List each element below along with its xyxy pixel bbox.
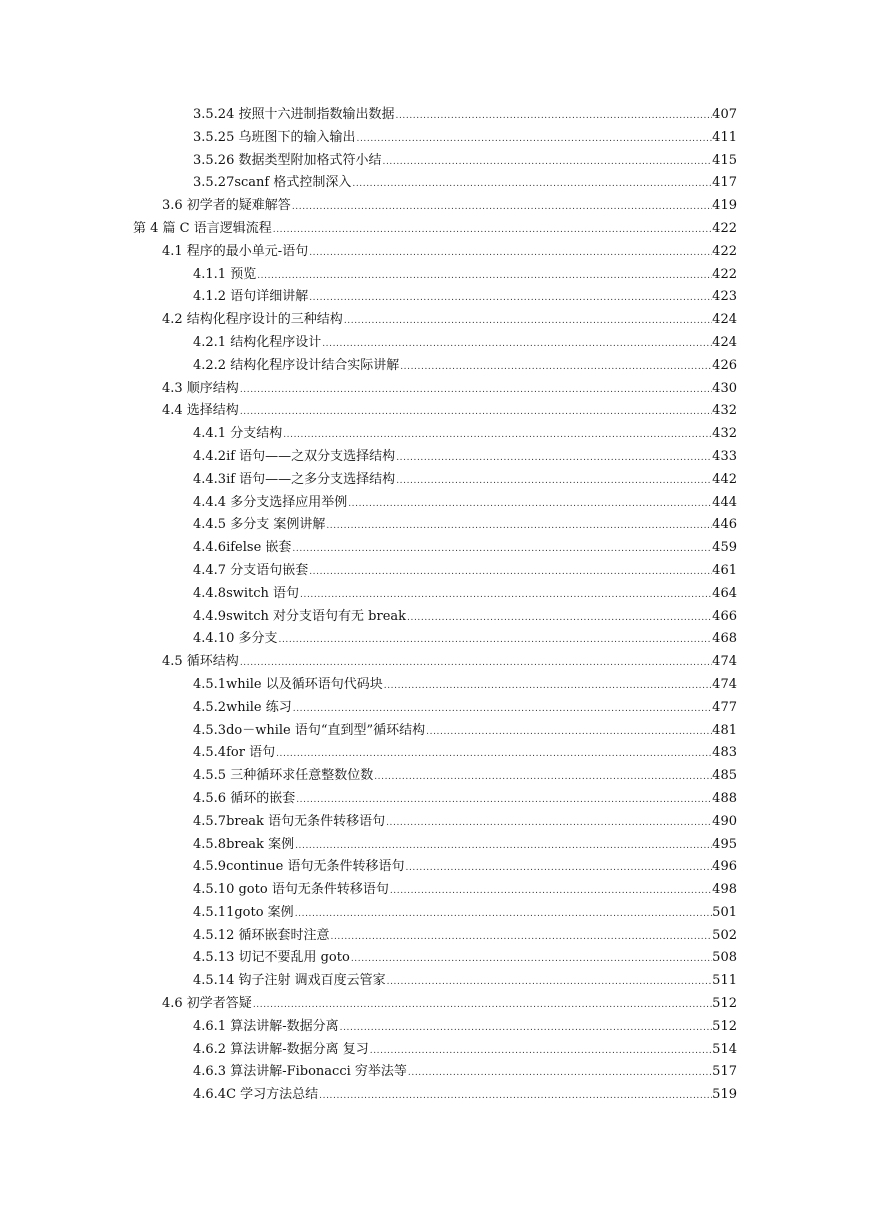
toc-entry-title: 4.2.2 结构化程序设计结合实际讲解 <box>193 357 400 373</box>
toc-entry-title: 4.4.2if 语句——之双分支选择结构 <box>193 448 396 464</box>
dot-leader <box>385 812 712 835</box>
toc-entry[interactable] <box>0 742 869 765</box>
toc-entry[interactable] <box>0 537 869 560</box>
table-of-contents <box>0 104 869 1107</box>
toc-entry[interactable] <box>0 150 869 173</box>
toc-entry-title: 4.1.2 语句详细讲解 <box>193 289 309 305</box>
toc-entry-title: 4.5.3do－while 语句“直到型”循环结构 <box>193 722 426 738</box>
toc-entry-title: 4.5.5 三种循环求任意整数位数 <box>193 768 374 784</box>
toc-entry[interactable] <box>0 856 869 879</box>
toc-entry[interactable] <box>0 674 869 697</box>
toc-entry[interactable] <box>0 195 869 218</box>
toc-entry-page-number: 511 <box>712 973 737 989</box>
toc-entry-title: 4.4 选择结构 <box>162 403 239 419</box>
toc-entry-page-number: 432 <box>712 426 737 442</box>
toc-entry[interactable] <box>0 1016 869 1039</box>
dot-leader <box>308 242 712 265</box>
toc-entry-title: 4.3 顺序结构 <box>162 380 239 396</box>
toc-entry-title: 4.5.8break 案例 <box>193 836 295 852</box>
toc-entry-title: 4.6.2 算法讲解-数据分离 复习 <box>193 1041 369 1057</box>
toc-entry-title: 第 4 篇 C 语言逻辑流程 <box>133 220 272 236</box>
dot-leader <box>292 698 712 721</box>
toc-entry-page-number: 502 <box>712 927 737 943</box>
toc-entry-page-number: 430 <box>712 380 737 396</box>
toc-entry-title: 4.1.1 预览 <box>193 266 257 282</box>
toc-entry[interactable] <box>0 651 869 674</box>
toc-entry[interactable] <box>0 286 869 309</box>
toc-entry-page-number: 468 <box>712 631 737 647</box>
dot-leader <box>299 584 712 607</box>
dot-leader <box>282 424 712 447</box>
toc-entry-title: 4.5.1while 以及循环语句代码块 <box>193 676 383 692</box>
toc-entry-title: 4.5.14 钩子注射 调戏百度云管家 <box>193 973 386 989</box>
toc-entry-page-number: 474 <box>712 654 737 670</box>
dot-leader <box>321 333 712 356</box>
toc-entry-page-number: 432 <box>712 403 737 419</box>
toc-entry-page-number: 407 <box>712 107 737 122</box>
toc-entry[interactable] <box>0 378 869 401</box>
toc-entry-page-number: 459 <box>712 540 737 556</box>
toc-entry-title: 4.4.7 分支语句嵌套 <box>193 562 309 578</box>
toc-entry[interactable] <box>0 469 869 492</box>
toc-entry-page-number: 483 <box>712 745 737 761</box>
toc-entry[interactable] <box>0 811 869 834</box>
toc-entry[interactable] <box>0 947 869 970</box>
toc-entry[interactable] <box>0 720 869 743</box>
toc-entry[interactable] <box>0 902 869 925</box>
toc-entry-title: 3.5.24 按照十六进制指数输出数据 <box>193 107 395 122</box>
dot-leader <box>318 1085 712 1108</box>
dot-leader <box>239 379 712 402</box>
dot-leader <box>389 880 712 903</box>
dot-leader <box>381 151 712 174</box>
toc-entry-page-number: 517 <box>712 1064 737 1080</box>
toc-entry-page-number: 426 <box>712 357 737 373</box>
toc-entry[interactable] <box>0 628 869 651</box>
toc-entry-title: 4.5.7break 语句无条件转移语句 <box>193 813 386 829</box>
toc-entry-title: 3.6 初学者的疑难解答 <box>162 198 291 214</box>
toc-entry-title: 4.5.4for 语句 <box>193 745 276 761</box>
toc-entry[interactable] <box>0 697 869 720</box>
toc-entry-page-number: 424 <box>712 334 737 350</box>
toc-entry-page-number: 464 <box>712 585 737 601</box>
dot-leader <box>395 470 712 493</box>
toc-entry-page-number: 419 <box>712 198 737 214</box>
toc-entry-title: 4.5.10 goto 语句无条件转移语句 <box>193 882 389 898</box>
dot-leader <box>405 857 713 880</box>
toc-entry[interactable] <box>0 583 869 606</box>
toc-entry-page-number: 512 <box>712 996 737 1012</box>
dot-leader <box>308 287 712 310</box>
toc-entry-title: 4.6 初学者答疑 <box>162 996 252 1012</box>
toc-entry-title: 3.5.27scanf 格式控制深入 <box>193 175 352 191</box>
dot-leader <box>275 743 712 766</box>
toc-entry-page-number: 442 <box>712 471 737 487</box>
toc-entry-title: 4.4.8switch 语句 <box>193 585 300 601</box>
dot-leader <box>355 128 712 151</box>
dot-leader <box>383 675 712 698</box>
toc-entry-page-number: 519 <box>712 1087 737 1103</box>
toc-entry-title: 4.6.3 算法讲解-Fibonacci 穷举法等 <box>193 1064 407 1080</box>
dot-leader <box>325 515 712 538</box>
dot-leader <box>406 607 712 630</box>
toc-entry-title: 3.5.26 数据类型附加格式符小结 <box>193 152 382 168</box>
toc-entry-page-number: 514 <box>712 1041 737 1057</box>
toc-entry[interactable] <box>0 492 869 515</box>
toc-entry[interactable] <box>0 1084 869 1107</box>
dot-leader <box>252 994 712 1017</box>
toc-entry[interactable] <box>0 1061 869 1084</box>
dot-leader <box>239 652 712 675</box>
dot-leader <box>239 401 712 424</box>
dot-leader <box>339 1017 713 1040</box>
toc-entry[interactable] <box>0 1039 869 1062</box>
toc-entry[interactable] <box>0 400 869 423</box>
toc-entry-page-number: 422 <box>712 220 737 236</box>
toc-entry-title: 4.6.1 算法讲解-数据分离 <box>193 1018 339 1034</box>
toc-entry-page-number: 422 <box>712 243 737 259</box>
toc-entry-title: 4.4.9switch 对分支语句有无 break <box>193 608 407 624</box>
toc-entry[interactable] <box>0 264 869 287</box>
toc-entry[interactable] <box>0 560 869 583</box>
toc-entry-title: 4.5.11goto 案例 <box>193 904 294 920</box>
toc-entry-title: 4.2 结构化程序设计的三种结构 <box>162 312 343 328</box>
toc-entry-title: 4.4.3if 语句——之多分支选择结构 <box>193 471 396 487</box>
toc-entry-page-number: 481 <box>712 722 737 738</box>
dot-leader <box>329 926 712 949</box>
dot-leader <box>308 561 712 584</box>
toc-entry-page-number: 495 <box>712 836 737 852</box>
toc-entry-page-number: 417 <box>712 175 737 191</box>
dot-leader <box>272 219 712 242</box>
dot-leader <box>394 105 712 128</box>
toc-entry[interactable] <box>0 993 869 1016</box>
toc-entry-title: 4.5.13 切记不要乱用 goto <box>193 950 350 966</box>
toc-entry-title: 4.4.4 多分支选择应用举例 <box>193 494 348 510</box>
toc-entry-page-number: 488 <box>712 790 737 806</box>
dot-leader <box>350 948 712 971</box>
dot-leader <box>294 835 712 858</box>
toc-entry-page-number: 490 <box>712 813 737 829</box>
toc-entry[interactable] <box>0 879 869 902</box>
toc-entry[interactable] <box>0 606 869 629</box>
dot-leader <box>373 766 712 789</box>
toc-entry[interactable] <box>0 127 869 150</box>
dot-leader <box>291 196 712 219</box>
toc-entry[interactable] <box>0 309 869 332</box>
toc-entry[interactable] <box>0 355 869 378</box>
toc-entry-page-number: 485 <box>712 768 737 784</box>
toc-entry[interactable] <box>0 423 869 446</box>
toc-entry-page-number: 508 <box>712 950 737 966</box>
toc-entry-page-number: 415 <box>712 152 737 168</box>
dot-leader <box>256 265 712 288</box>
toc-entry-title: 4.6.4C 学习方法总结 <box>193 1087 319 1103</box>
dot-leader <box>347 493 712 516</box>
dot-leader <box>351 173 712 196</box>
dot-leader <box>425 721 712 744</box>
toc-entry-page-number: 423 <box>712 289 737 305</box>
toc-entry-page-number: 461 <box>712 562 737 578</box>
toc-entry-page-number: 424 <box>712 312 737 328</box>
toc-entry-title: 4.5.2while 练习 <box>193 699 292 715</box>
dot-leader <box>295 789 712 812</box>
toc-entry-page-number: 512 <box>712 1018 737 1034</box>
toc-entry[interactable] <box>0 970 869 993</box>
toc-entry-title: 4.5 循环结构 <box>162 654 239 670</box>
dot-leader <box>291 538 712 561</box>
dot-leader <box>386 971 713 994</box>
toc-entry[interactable] <box>0 925 869 948</box>
toc-entry-title: 4.4.6ifelse 嵌套 <box>193 540 292 556</box>
dot-leader <box>395 447 712 470</box>
toc-entry-page-number: 496 <box>712 859 737 875</box>
toc-entry-title: 4.5.9continue 语句无条件转移语句 <box>193 859 405 875</box>
toc-entry[interactable] <box>0 446 869 469</box>
toc-entry[interactable] <box>0 241 869 264</box>
toc-entry[interactable] <box>0 172 869 195</box>
toc-entry[interactable] <box>0 765 869 788</box>
toc-entry-title: 4.4.5 多分支 案例讲解 <box>193 517 326 533</box>
toc-entry-title: 4.4.1 分支结构 <box>193 426 283 442</box>
toc-entry-page-number: 474 <box>712 676 737 692</box>
toc-entry-page-number: 501 <box>712 904 737 920</box>
toc-entry-page-number: 422 <box>712 266 737 282</box>
dot-leader <box>399 356 712 379</box>
toc-entry-page-number: 477 <box>712 699 737 715</box>
dot-leader <box>343 310 712 333</box>
toc-entry-page-number: 498 <box>712 882 737 898</box>
toc-entry-title: 4.5.6 循环的嵌套 <box>193 790 296 806</box>
toc-entry-title: 3.5.25 乌班图下的输入输出 <box>193 129 356 145</box>
toc-entry-page-number: 446 <box>712 517 737 533</box>
dot-leader <box>277 629 712 652</box>
toc-entry-page-number: 433 <box>712 448 737 464</box>
toc-entry[interactable] <box>0 788 869 811</box>
toc-entry[interactable] <box>0 834 869 857</box>
toc-entry-page-number: 466 <box>712 608 737 624</box>
dot-leader <box>369 1040 712 1063</box>
toc-entry[interactable] <box>0 332 869 355</box>
toc-entry[interactable] <box>0 514 869 537</box>
toc-entry-title: 4.2.1 结构化程序设计 <box>193 334 322 350</box>
dot-leader <box>294 903 712 926</box>
toc-entry-title: 4.1 程序的最小单元-语句 <box>162 243 309 259</box>
toc-entry-title: 4.5.12 循环嵌套时注意 <box>193 927 330 943</box>
toc-entry[interactable] <box>0 104 869 127</box>
toc-entry-page-number: 444 <box>712 494 737 510</box>
toc-entry[interactable] <box>0 218 869 241</box>
toc-entry-title: 4.4.10 多分支 <box>193 631 278 647</box>
dot-leader <box>407 1062 712 1085</box>
toc-entry-page-number: 411 <box>712 129 737 145</box>
